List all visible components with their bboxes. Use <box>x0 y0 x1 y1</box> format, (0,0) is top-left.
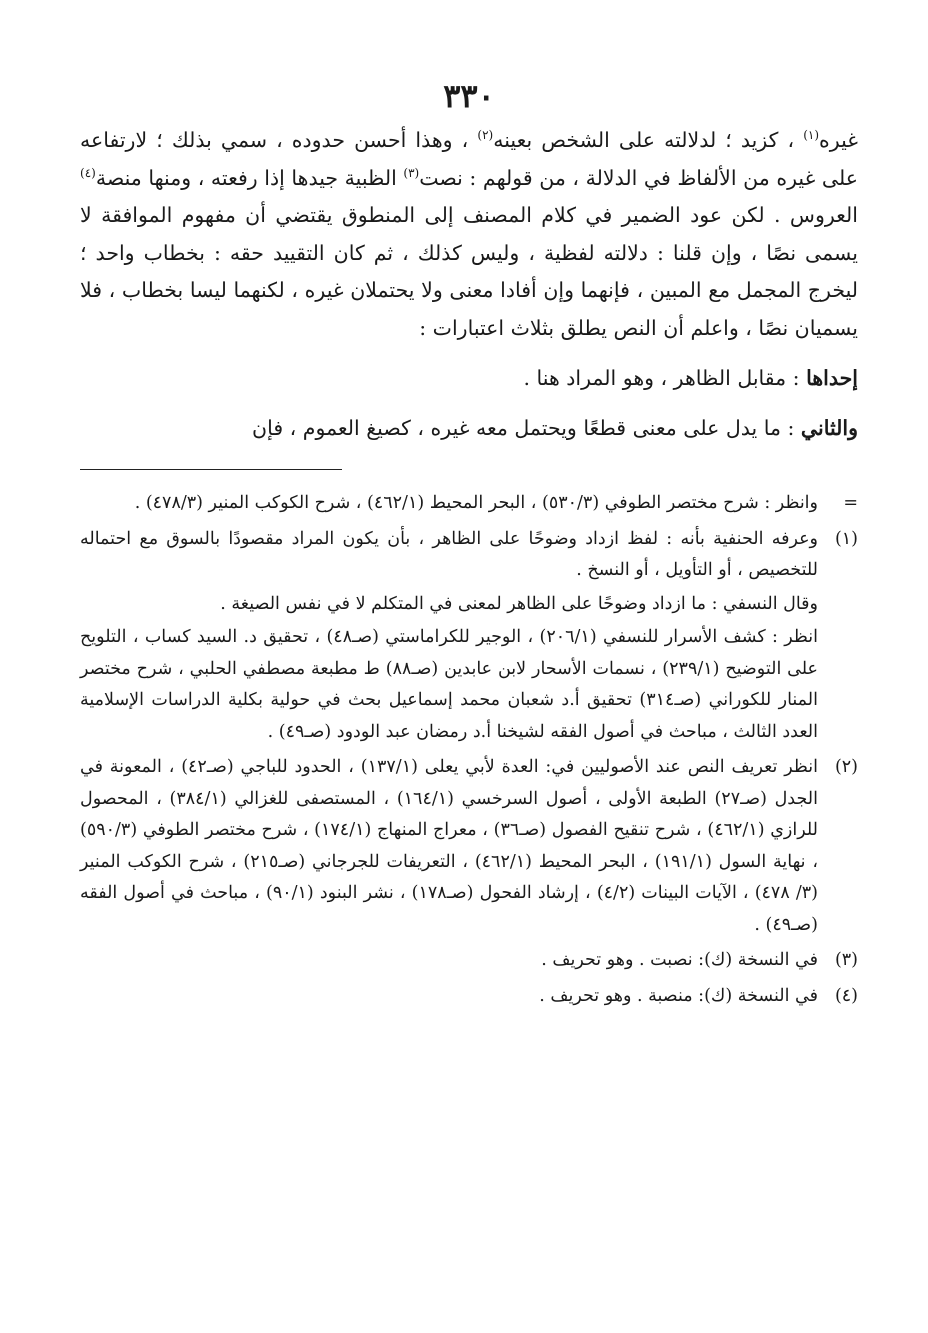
footnote-text: انظر تعريف النص عند الأصوليين في: العدة لأبي يعلى (١٣٧/١) ، الحدود للباجي (صـ٤٢) ، المعونة في الجدل (صـ٢٧) الطبعة الأولى ، أصول السرخسي (١٦٤/١) ، المستصفى للغزالي (٣٨٤/١) ، المحصول للرازي (٤٦٢/١) ، شرح تنقيح الفصول (صـ٣٦) ، معراج المنهاج (١٧٤/١) ، شرح مختصر الطوفي (٥٩٠/٣) ، نهاية السول (١٩١/١) ، البحر المحيط (٤٦٢/١) ، التعريفات للجرجاني (صـ٢١٥) ، شرح الكوكب المنير (٣/ ٤٧٨) ، الآيات البينات (٤/٢) ، إرشاد الفحول (صـ١٧٨) ، نشر البنود (٩٠/١) ، مباحث في أصول الفقه (صـ٤٩) . <box>80 757 818 935</box>
continuation-mark: = <box>843 493 858 513</box>
text-run: ، كزيد ؛ لدلالته على الشخص بعينه <box>493 128 804 152</box>
book-page <box>80 76 858 1012</box>
footnote-text: في النسخة (ك): منصبة . وهو تحريف . <box>539 985 818 1006</box>
footnote-1-paragraph-3: انظر : كشف الأسرار للنسفي (٢٠٦/١) ، الوجير للكراماستي (صـ٤٨) ، تحقيق د. السيد كساب ، التلويح على التوضيح (٢٣٩/١) ، نسمات الأسحار لابن عابدين (صـ٨٨) ط مطبعة مصطفي الحلبي ، شرح مختصر المنار للكوراني (صـ٣١٤) تحقيق أ.د شعبان محمد إسماعيل بحث في حولية بكلية الدراسات الإسلامية العدد الثالث ، مباحث في أصول الفقه لشيخنا أ.د رمضان عبد الودود (صـ٤٩) . <box>80 627 819 742</box>
text-run: : ما يدل على معنى قطعًا ويحتمل معه غيره ، كصيغ العموم ، فإن <box>252 416 801 440</box>
footnote-ref-3[interactable]: (٣) <box>403 165 420 180</box>
main-paragraph-3 <box>80 409 858 447</box>
text-run: : مقابل الظاهر ، وهو المراد هنا . <box>523 366 807 390</box>
footnote-number: (٤) <box>834 985 858 1006</box>
footnote-continuation <box>80 488 858 520</box>
footnote-text: وانظر : شرح مختصر الطوفي (٥٣٠/٣) ، البحر المحيط (٤٦٢/١) ، شرح الكوكب المنير (٤٧٨/٣) . <box>134 493 818 513</box>
footnote-ref-4[interactable]: (٤) <box>80 165 96 180</box>
footnote-2 <box>80 752 858 941</box>
footnote-number: (٣) <box>834 950 858 970</box>
footnote-number: (١) <box>834 528 858 549</box>
term-label-second: والثاني <box>800 416 858 440</box>
footnote-number: (٢) <box>834 757 858 777</box>
text-run: ، وهذا أحسن حدوده ، سمي بذلك ؛ لارتفاعه على غيره من الألفاظ في الدلالة ، من قولهم : نصت <box>80 128 858 190</box>
term-label-first: إحداها <box>806 366 858 390</box>
page-number: ٣٣٠ <box>443 77 495 115</box>
footnote-divider <box>80 469 342 470</box>
footnotes <box>80 488 858 1012</box>
footnote-text: وعرفه الحنفية بأنه : لفظ ازداد وضوحًا على الظاهر ، بأن يكون المراد مقصودًا بالسوق مع احتماله للتخصيص ، أو التأويل ، أو النسخ . <box>80 528 818 580</box>
footnote-text: في النسخة (ك): نصبت . وهو تحريف . <box>541 950 818 970</box>
main-paragraph-2 <box>80 359 858 397</box>
main-text <box>80 122 858 447</box>
footnote-3 <box>80 945 858 977</box>
footnote-ref-2[interactable]: (٢) <box>477 128 494 143</box>
text-run: الظبية جيدها إذا رفعته ، ومنها منصة <box>95 165 404 190</box>
footnote-4 <box>80 981 858 1013</box>
footnote-ref-1[interactable]: (١) <box>803 128 820 143</box>
text-run: غيره <box>819 128 859 152</box>
text-run: العروس . لكن عود الضمير في كلام المصنف إلى المنطوق يقتضي أن مفهوم الموافقة لا يسمى نصًا ، وإن قلنا : دلالته لفظية ، وليس كذلك ، ثم كان التقييد حقه : بخطاب واحد ؛ ليخرج المجمل مع المبين ، فإنهما وإن أفادا معنى ولا يحتملان غيره ، لكنهما ليسا بخطاب ، فلا يسميان نصًا ، واعلم أن النص يطلق بثلاث اعتبارات : <box>80 203 858 340</box>
footnote-1-paragraph-2: وقال النسفي : ما ازداد وضوحًا على الظاهر لمعنى في المتكلم لا في نفس الصيغة . <box>220 593 818 614</box>
main-paragraph-1 <box>80 122 858 347</box>
footnote-1 <box>80 524 858 587</box>
